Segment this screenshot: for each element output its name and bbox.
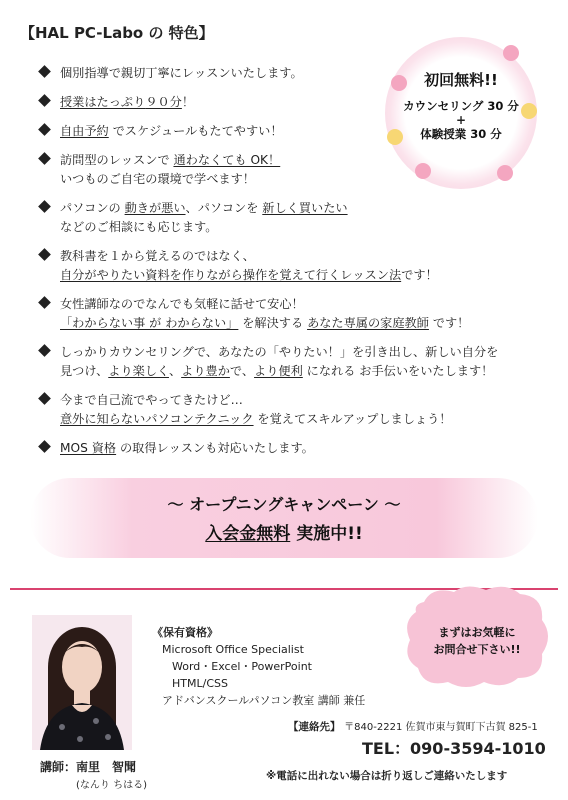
diamond-bullet-icon <box>38 296 51 309</box>
feature-highlight: 意外に知らないパソコンテクニック <box>60 412 254 426</box>
flower-icon <box>415 163 431 179</box>
plus-sign: + <box>455 113 467 127</box>
feature-highlight: 自分がやりたい資料を作りながら操作を覚えて行くレッスン法 <box>60 268 402 282</box>
campaign-status: 実施中!! <box>290 524 363 544</box>
feature-text: パソコンの <box>60 201 125 215</box>
feature-text: になれる お手伝いをいたします！ <box>302 364 494 378</box>
feature-text: です！ <box>401 268 438 282</box>
feature-text: しっかりカウンセリングで、あなたの「やりたい！」を引き出し、新しい自分を <box>60 345 499 359</box>
feature-line <box>60 295 508 314</box>
feature-line <box>60 362 508 381</box>
feature-text: などのご相談にも応じます。 <box>60 220 218 234</box>
campaign-banner <box>30 478 538 558</box>
feature-line <box>60 410 508 429</box>
feature-text: 女性講師なのでなんでも気軽に話せて安心！ <box>60 297 304 311</box>
feature-item <box>38 343 508 381</box>
feature-text: の取得レッスンも対応いたします。 <box>116 441 314 455</box>
feature-highlight: 動きが悪い <box>124 201 186 215</box>
qualification-item: アドバンスクールパソコン教室 講師 兼任 <box>162 694 366 707</box>
feature-text: 個別指導で親切丁寧にレッスンいたします。 <box>60 66 303 80</box>
phone-number[interactable]: TEL：090-3594-1010 <box>362 739 546 758</box>
feature-text: 、パソコンを <box>185 201 263 215</box>
feature-line <box>60 314 508 333</box>
flower-icon <box>497 165 513 181</box>
qualification-item: HTML/CSS <box>172 677 228 690</box>
feature-line <box>60 343 508 362</box>
feature-highlight: 「わからない事 が わからない」 <box>60 316 239 330</box>
flower-icon <box>503 45 519 61</box>
feature-line <box>60 266 508 285</box>
instructor-photo <box>32 615 132 750</box>
feature-text: 教科書を１から覚えるのではなく、 <box>60 249 255 263</box>
diamond-bullet-icon <box>38 152 51 165</box>
feature-text: を解決する <box>238 316 308 330</box>
diamond-bullet-icon <box>38 392 51 405</box>
feature-item <box>38 295 508 333</box>
feature-text: 、 <box>168 364 182 378</box>
feature-text: です！ <box>428 316 470 330</box>
feature-highlight: MOS 資格 <box>60 441 117 455</box>
inquiry-bubble <box>402 584 552 690</box>
feature-highlight: より豊か <box>181 364 230 378</box>
campaign-free-fee: 入会金無料 <box>205 524 291 544</box>
bubble-line-1: まずはお気軽に <box>438 626 516 639</box>
campaign-title: ～ オープニングキャンペーン ～ <box>167 495 401 514</box>
feature-text: を覚えてスキルアップしましょう！ <box>253 412 452 426</box>
qualification-item: Microsoft Office Specialist <box>162 643 304 656</box>
qualifications-title: 《保有資格》 <box>152 626 218 639</box>
feature-item <box>38 391 508 429</box>
contact-address-line <box>288 718 538 734</box>
feature-highlight: 通わなくても OK！ <box>173 153 281 167</box>
instructor-name-reading: (なんり ちはる) <box>76 780 147 791</box>
free-trial-badge <box>385 37 537 189</box>
feature-highlight: より楽しく <box>108 364 169 378</box>
qualification-item: Word・Excel・PowerPoint <box>172 660 312 673</box>
feature-text: で、 <box>229 364 255 378</box>
free-first-label: 初回無料!! <box>424 71 498 89</box>
feature-highlight: 授業はたっぷり <box>60 95 146 109</box>
feature-text: 見つけ、 <box>60 364 109 378</box>
feature-text: 今まで自己流でやってきたけど… <box>60 393 243 407</box>
diamond-bullet-icon <box>38 65 51 78</box>
campaign-offer <box>30 519 538 544</box>
feature-text: ！ <box>181 95 195 109</box>
feature-line <box>60 391 508 410</box>
feature-line <box>60 199 508 218</box>
contact-label: 【連絡先】 <box>288 721 341 733</box>
callback-note: ※電話に出れない場合は折り返しご連絡いたします <box>266 770 508 782</box>
page-title: 【HAL PC-Labo の 特色】 <box>20 24 214 42</box>
feature-highlight: 新しく買いたい <box>262 201 348 215</box>
diamond-bullet-icon <box>38 440 51 453</box>
feature-text: でスケジュールもたてやすい！ <box>108 124 283 138</box>
feature-highlight: 自由予約 <box>60 124 109 138</box>
bubble-line-2: お問合せ下さい!! <box>433 643 521 656</box>
feature-item <box>38 439 508 458</box>
diamond-bullet-icon <box>38 94 51 107</box>
feature-text: いつものご自宅の環境で学べます！ <box>60 172 255 186</box>
contact-address: 〒840-2221 佐賀市東与賀町下古賀 825-1 <box>344 722 538 733</box>
feature-highlight: あなた専属の家庭教師 <box>307 316 429 330</box>
diamond-bullet-icon <box>38 123 51 136</box>
feature-line <box>60 247 508 266</box>
feature-text: 訪問型のレッスンで <box>60 153 174 167</box>
diamond-bullet-icon <box>38 200 51 213</box>
feature-line <box>60 439 508 458</box>
feature-highlight: ９０分 <box>145 95 182 109</box>
trial-lesson-label: 体験授業 30 分 <box>420 127 502 141</box>
feature-highlight: より便利 <box>254 364 303 378</box>
feature-item <box>38 199 508 237</box>
qualifications <box>152 624 365 709</box>
feature-item <box>38 247 508 285</box>
counseling-label: カウンセリング 30 分 <box>403 99 519 113</box>
instructor-name: 講師：南里 智聞 <box>40 760 137 774</box>
diamond-bullet-icon <box>38 344 51 357</box>
diamond-bullet-icon <box>38 248 51 261</box>
feature-line <box>60 218 508 237</box>
